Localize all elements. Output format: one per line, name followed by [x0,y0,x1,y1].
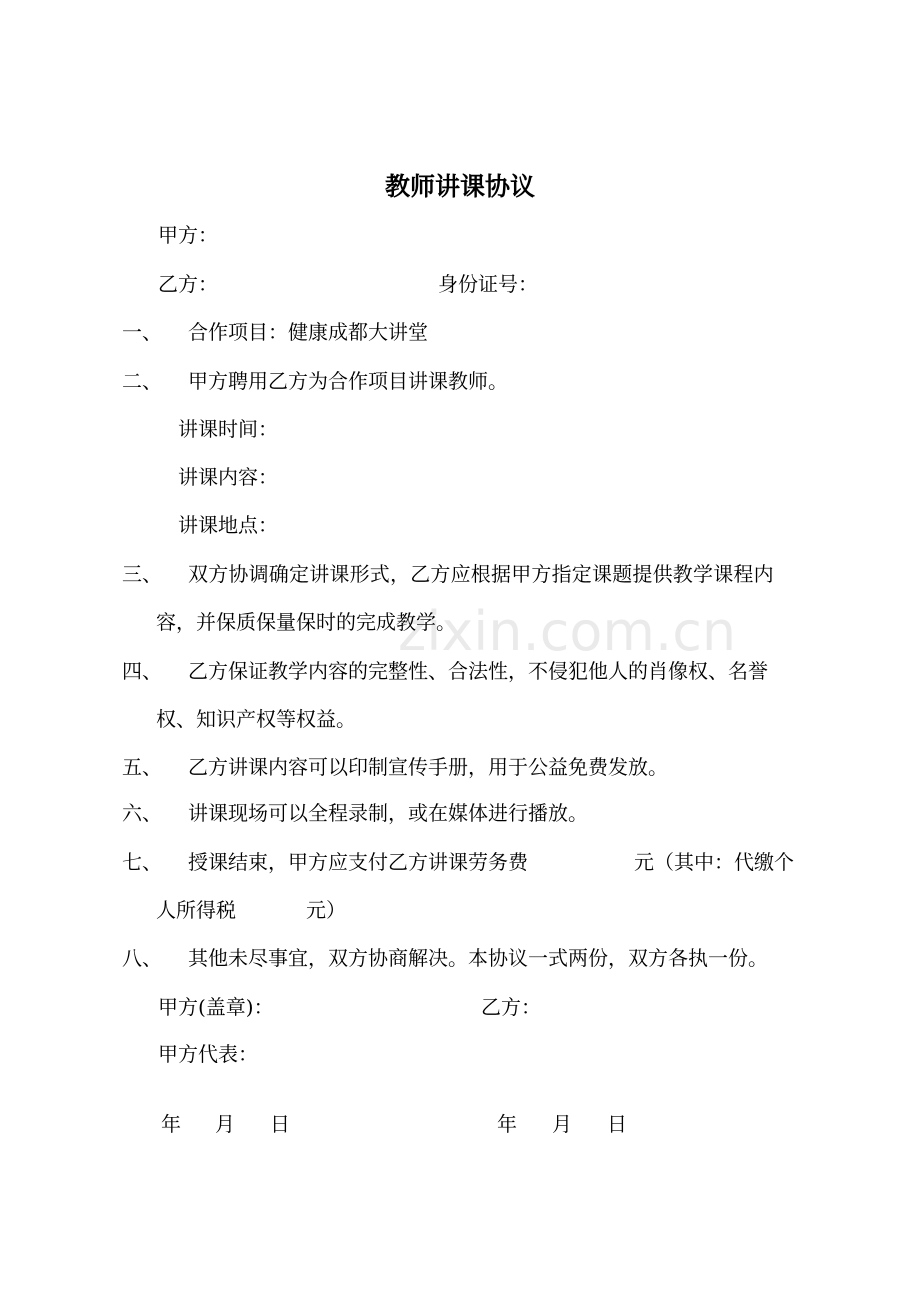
date-year-a: 年 [161,1112,181,1136]
document-title: 教师讲课协议 [384,172,535,201]
date-year-b: 年 [497,1112,517,1136]
item-text-tail: 元（其中：代缴个 [634,850,794,874]
lecture-time-label: 讲课时间： [178,417,278,441]
item-text: 乙方保证教学内容的完整性、合法性，不侵犯他人的肖像权、名誉 [188,659,768,683]
party-a-representative-label: 甲方代表： [158,1042,258,1066]
party-b-sign-label: 乙方： [481,995,541,1019]
party-b-label: 乙方： [158,272,218,296]
date-month-b: 月 [552,1112,572,1136]
lecture-place-label: 讲课地点： [178,513,278,537]
item-number: 二、 [122,369,162,393]
item-text-continued-tail: 元） [306,898,346,922]
item-text: 讲课现场可以全程录制，或在媒体进行播放。 [188,801,588,825]
item-text-continued: 人所得税 [156,898,236,922]
date-day-b: 日 [607,1112,627,1136]
item-text: 合作项目：健康成都大讲堂 [188,320,428,344]
item-text: 双方协调确定讲课形式，乙方应根据甲方指定课题提供教学课程内 [188,562,774,586]
lecture-content-label: 讲课内容： [178,465,278,489]
item-text-continued: 容，并保质保量保时的完成教学。 [156,610,456,634]
item-number: 三、 [122,562,162,586]
item-number: 五、 [122,755,162,779]
watermark: zixin.com.cn [398,600,737,663]
item-number: 一、 [122,320,162,344]
item-text-continued: 权、知识产权等权益。 [156,707,356,731]
item-text: 乙方讲课内容可以印制宣传手册，用于公益免费发放。 [188,755,668,779]
party-a-seal-label: 甲方(盖章)： [158,995,274,1019]
item-number: 六、 [122,801,162,825]
id-number-label: 身份证号： [438,272,538,296]
date-month-a: 月 [215,1112,235,1136]
item-text: 其他未尽事宜，双方协商解决。本协议一式两份，双方各执一份。 [188,946,768,970]
item-number: 七、 [122,850,162,874]
date-day-a: 日 [270,1112,290,1136]
item-text: 授课结束，甲方应支付乙方讲课劳务费 [188,850,528,874]
item-text: 甲方聘用乙方为合作项目讲课教师。 [188,369,508,393]
item-number: 四、 [122,659,162,683]
item-number: 八、 [122,946,162,970]
party-a-label: 甲方： [158,223,218,247]
